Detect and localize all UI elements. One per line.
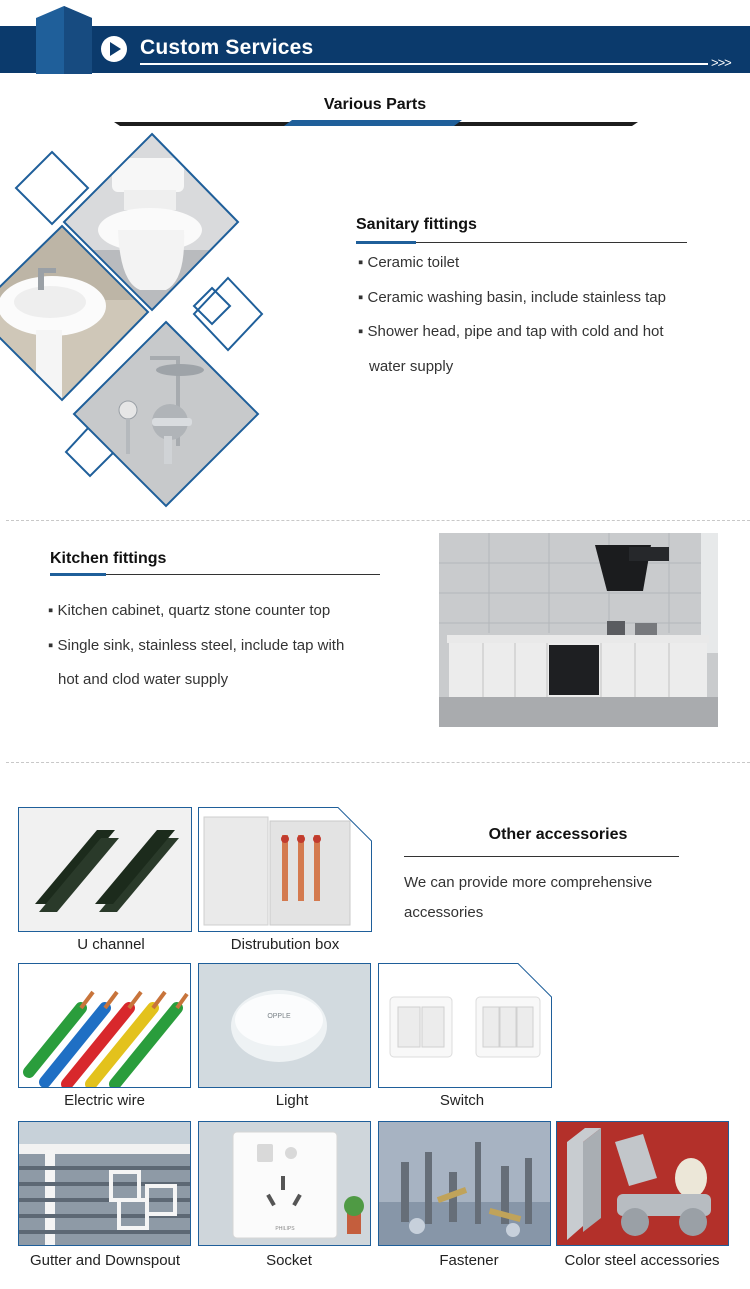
socket-image — [198, 1121, 371, 1246]
accessories-desc: We can provide more comprehensive — [404, 874, 653, 891]
accessory-caption: Electric wire — [64, 1092, 145, 1109]
sanitary-item: ▪ Shower head, pipe and tap with cold and hot — [358, 323, 664, 340]
bullet-icon: ▪ — [358, 254, 368, 271]
switch-image — [378, 963, 552, 1088]
header-diamond-icon — [30, 0, 102, 74]
accessory-caption: U channel — [77, 936, 145, 953]
gutter-image — [18, 1121, 191, 1246]
fastener-image — [378, 1121, 551, 1246]
bullet-icon: ▪ — [48, 637, 58, 654]
light-image — [198, 963, 371, 1088]
color-steel-image — [556, 1121, 729, 1246]
accessory-caption: Color steel accessories — [564, 1252, 720, 1269]
electric-wire-image — [18, 963, 191, 1088]
u-channel-image — [18, 807, 192, 932]
sanitary-title: Sanitary fittings — [356, 216, 477, 233]
section-title: Various Parts — [323, 96, 427, 113]
accessory-caption: Distrubution box — [230, 936, 340, 953]
accessory-caption: Light — [275, 1092, 309, 1109]
light-brand-text: OPPLE — [267, 1013, 291, 1020]
play-triangle-icon — [110, 42, 121, 56]
divider — [6, 520, 750, 521]
socket-brand-text: PHILIPS — [275, 1226, 295, 1232]
kitchen-underline-accent — [50, 573, 106, 576]
page-title: Custom Services — [140, 36, 314, 59]
header-arrows: >>> — [711, 55, 731, 70]
bullet-icon: ▪ — [358, 289, 368, 306]
divider — [6, 762, 750, 763]
distribution-box-image — [198, 807, 372, 932]
kitchen-item: ▪ Single sink, stainless steel, include tap with — [48, 637, 345, 654]
sanitary-underline-accent — [356, 241, 416, 244]
accessory-caption: Switch — [439, 1092, 485, 1109]
kitchen-item: ▪ Kitchen cabinet, quartz stone counter top — [48, 602, 331, 619]
sanitary-item: ▪ Ceramic toilet — [358, 254, 460, 271]
bullet-icon: ▪ — [48, 602, 58, 619]
accessory-caption: Socket — [266, 1252, 312, 1269]
kitchen-item-continued: hot and clod water supply — [58, 671, 229, 688]
sanitary-item-continued: water supply — [369, 358, 454, 375]
section-title-underline — [114, 120, 638, 128]
accessories-title: Other accessories — [488, 826, 628, 843]
kitchen-title: Kitchen fittings — [50, 550, 167, 567]
accessories-underline — [404, 856, 679, 857]
accessory-caption: Gutter and Downspout — [29, 1252, 181, 1269]
sanitary-item: ▪ Ceramic washing basin, include stainless tap — [358, 289, 666, 306]
sanitary-collage — [0, 130, 290, 515]
accessories-desc: accessories — [404, 904, 484, 921]
bullet-icon: ▪ — [358, 323, 368, 340]
header-underline — [140, 63, 708, 65]
accessory-caption: Fastener — [439, 1252, 499, 1269]
kitchen-image — [439, 533, 718, 727]
